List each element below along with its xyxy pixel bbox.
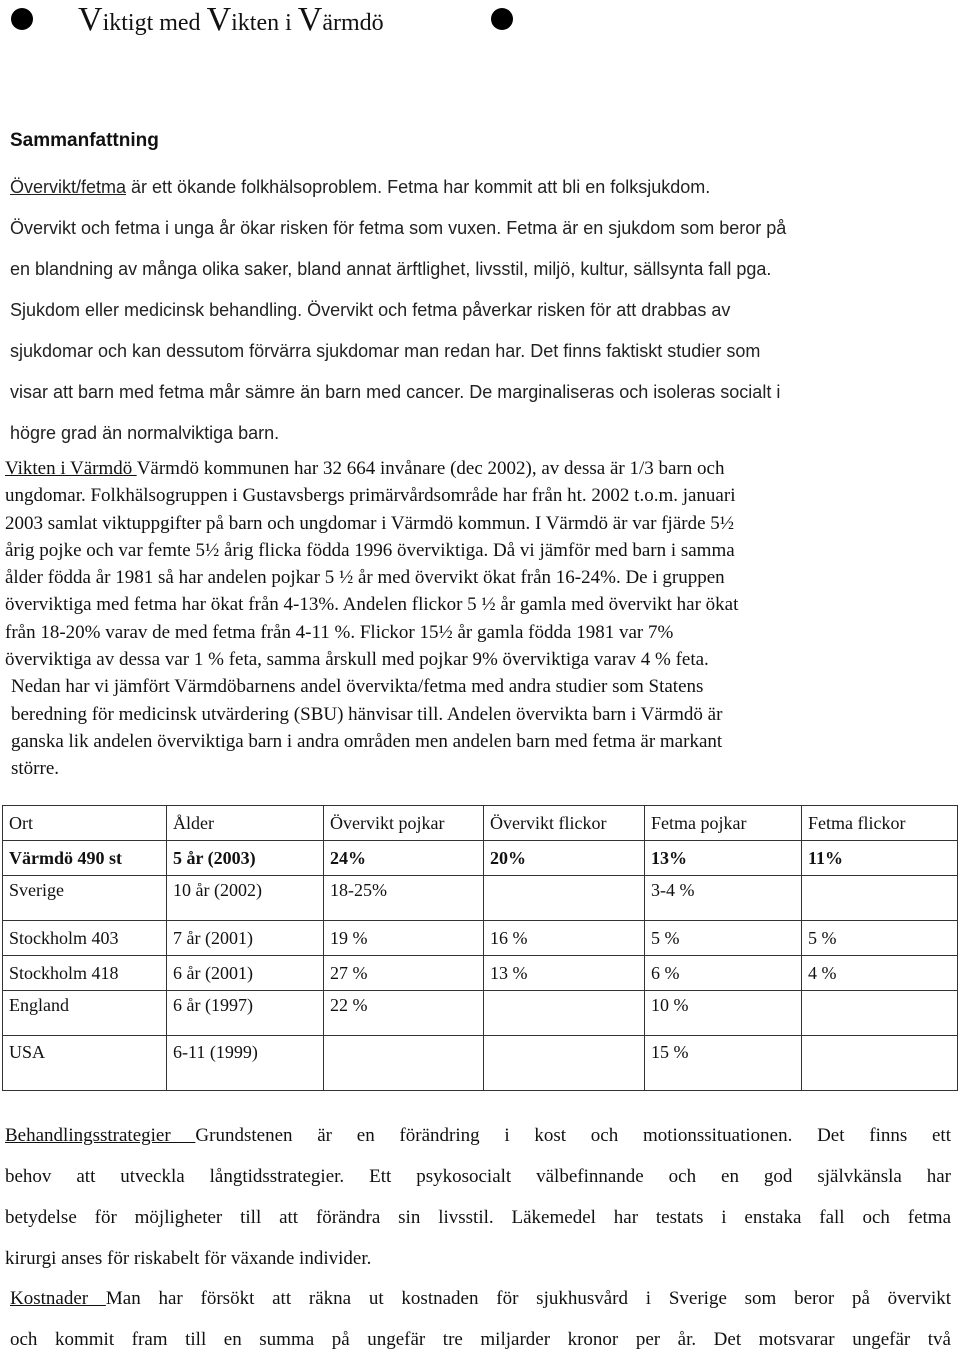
text-line: 2003 samlat viktuppgifter på barn och ungdomar i Värmdö kommun. I Värmdö är var fjärde 5½ bbox=[5, 512, 735, 534]
table-header-cell: Fetma pojkar bbox=[645, 806, 802, 841]
page-title bbox=[78, 0, 384, 45]
kostnader-link[interactable]: Kostnader bbox=[10, 1288, 106, 1309]
table-cell bbox=[484, 1036, 645, 1091]
text-line bbox=[5, 455, 955, 482]
kostnader-paragraph bbox=[10, 1278, 951, 1360]
text-line: Nedan har vi jämfört Värmdöbarnens andel övervikta/fetma med andra studier som Statens bbox=[11, 676, 704, 698]
text-line: ålder födda år 1981 så har andelen pojkar 5 ½ år med övervikt ökat från 16-24%. De i gruppen bbox=[5, 567, 725, 589]
table-cell: 3-4 % bbox=[645, 876, 802, 921]
table-cell: 10 % bbox=[645, 991, 802, 1036]
text-line: överviktiga med fetma har ökat från 4-13%. Andelen flickor 5 ½ år gamla med övervikt har ökat bbox=[5, 594, 739, 616]
table-header-cell: Ort bbox=[3, 806, 167, 841]
table-cell: 6 % bbox=[645, 956, 802, 991]
table-cell: Värmdö 490 st bbox=[3, 841, 167, 876]
table-cell: 6 år (2001) bbox=[167, 956, 324, 991]
text-line: en blandning av många olika saker, bland annat ärftlighet, livsstil, miljö, kultur, sällsynta fall pga. bbox=[10, 259, 772, 279]
table-cell: 27 % bbox=[324, 956, 484, 991]
bullet-icon bbox=[491, 8, 513, 30]
title-word: iktigt med bbox=[102, 10, 207, 36]
table-cell: Stockholm 418 bbox=[3, 956, 167, 991]
vikten-link[interactable]: Vikten i Värmdö bbox=[5, 458, 137, 479]
text-line: ganska lik andelen överviktiga barn i andra områden men andelen barn med fetma är markant bbox=[11, 730, 723, 752]
table-cell: 15 % bbox=[645, 1036, 802, 1091]
table-cell: 5 % bbox=[802, 921, 958, 956]
table-cell: 16 % bbox=[484, 921, 645, 956]
table-header-cell: Övervikt pojkar bbox=[324, 806, 484, 841]
table-row bbox=[3, 956, 958, 991]
title-word: ärmdö bbox=[322, 10, 384, 36]
text-line: beredning för medicinsk utvärdering (SBU) hänvisar till. Andelen övervikta barn i Värmdö är bbox=[11, 703, 723, 725]
table-row bbox=[3, 841, 958, 876]
text-line: från 18-20% varav de med fetma från 4-11 %. Flickor 15½ år gamla födda 1981 var 7% bbox=[5, 621, 674, 643]
table-cell: 22 % bbox=[324, 991, 484, 1036]
text-span: Man har försökt att räkna ut kostnaden för sjukhusvård i Sverige som beror på övervikt bbox=[105, 1288, 951, 1309]
section-heading: Sammanfattning bbox=[10, 130, 159, 151]
text-line: årig pojke och var femte 5½ årig flicka födda 1996 överviktiga. Då vi jämför med barn i samma bbox=[5, 539, 735, 561]
table-row bbox=[3, 991, 958, 1036]
text-line bbox=[5, 1115, 951, 1156]
table-cell: Stockholm 403 bbox=[3, 921, 167, 956]
title-initial: V bbox=[297, 1, 323, 38]
text-line: högre grad än normalviktiga barn. bbox=[10, 423, 280, 443]
text-line: kirurgi anses för riskabelt för växande individer. bbox=[5, 1248, 372, 1269]
table-cell: 13% bbox=[645, 841, 802, 876]
table-row bbox=[3, 1036, 958, 1091]
table-cell: 6-11 (1999) bbox=[167, 1036, 324, 1091]
table-header-row bbox=[3, 806, 958, 841]
table-cell: 10 år (2002) bbox=[167, 876, 324, 921]
table-cell bbox=[802, 876, 958, 921]
table-cell bbox=[802, 1036, 958, 1091]
table-cell: 5 år (2003) bbox=[167, 841, 324, 876]
behandling-paragraph bbox=[5, 1115, 951, 1279]
table-cell: 19 % bbox=[324, 921, 484, 956]
table-cell: Sverige bbox=[3, 876, 167, 921]
text-line bbox=[10, 1278, 951, 1319]
table-cell: 4 % bbox=[802, 956, 958, 991]
table-cell: 20% bbox=[484, 841, 645, 876]
table-cell: 5 % bbox=[645, 921, 802, 956]
table-header-cell: Fetma flickor bbox=[802, 806, 958, 841]
text-line: överviktiga av dessa var 1 % feta, samma årskull med pojkar 9% överviktiga varav 4 % feta. bbox=[5, 649, 709, 671]
table-header-cell: Ålder bbox=[167, 806, 324, 841]
text-line: sjukdomar och kan dessutom förvärra sjukdomar man redan har. Det finns faktiskt studier som bbox=[10, 341, 761, 361]
title-initial: V bbox=[206, 1, 232, 38]
text-span: Grundstenen är en förändring i kost och motionssituationen. Det finns ett bbox=[195, 1125, 951, 1146]
text-line: ungdomar. Folkhälsogruppen i Gustavsbergs primärvårdsområde har från ht. 2002 t.o.m. januari bbox=[5, 485, 736, 507]
table-cell bbox=[324, 1036, 484, 1091]
table-cell: USA bbox=[3, 1036, 167, 1091]
text-span: Värmdö kommunen har 32 664 invånare (dec 2002), av dessa är 1/3 barn och bbox=[136, 458, 725, 479]
bullet-icon bbox=[11, 8, 33, 30]
table-row bbox=[3, 876, 958, 921]
table-cell bbox=[802, 991, 958, 1036]
table-cell bbox=[484, 991, 645, 1036]
table-cell: 7 år (2001) bbox=[167, 921, 324, 956]
text-line bbox=[10, 167, 955, 208]
text-line: Sjukdom eller medicinsk behandling. Övervikt och fetma påverkar risken för att drabbas av bbox=[10, 300, 731, 320]
text-span: är ett ökande folkhälsoproblem. Fetma har kommit att bli en folksjukdom. bbox=[126, 177, 711, 197]
table-cell: 24% bbox=[324, 841, 484, 876]
table-row bbox=[3, 921, 958, 956]
text-line: större. bbox=[11, 758, 60, 780]
table-cell: 11% bbox=[802, 841, 958, 876]
vikten-paragraph bbox=[5, 455, 955, 783]
overvikt-link[interactable]: Övervikt/fetma bbox=[10, 177, 127, 197]
text-line: behov att utveckla långtidsstrategier. Ett psykosocialt välbefinnande och en god självkänsla har bbox=[5, 1166, 951, 1187]
table-header-cell: Övervikt flickor bbox=[484, 806, 645, 841]
comparison-table bbox=[2, 805, 958, 1091]
title-word: ikten i bbox=[231, 10, 298, 36]
behandlingsstrategier-link[interactable]: Behandlingsstrategier bbox=[5, 1125, 196, 1146]
summary-paragraph bbox=[10, 167, 955, 454]
title-row bbox=[0, 0, 960, 50]
table-cell: 18-25% bbox=[324, 876, 484, 921]
text-line: Övervikt och fetma i unga år ökar risken för fetma som vuxen. Fetma är en sjukdom som beror på bbox=[10, 218, 787, 238]
table-cell bbox=[484, 876, 645, 921]
text-line: visar att barn med fetma mår sämre än barn med cancer. De marginaliseras och isoleras socialt i bbox=[10, 382, 781, 402]
table-cell: England bbox=[3, 991, 167, 1036]
table-cell: 6 år (1997) bbox=[167, 991, 324, 1036]
text-line: betydelse för möjligheter till att förändra sin livsstil. Läkemedel har testats i enstaka fall och fetma bbox=[5, 1207, 951, 1228]
text-line: och kommit fram till en summa på ungefär tre miljarder kronor per år. Det motsvarar ungefär två bbox=[10, 1329, 951, 1350]
title-initial: V bbox=[78, 1, 103, 38]
table-cell: 13 % bbox=[484, 956, 645, 991]
